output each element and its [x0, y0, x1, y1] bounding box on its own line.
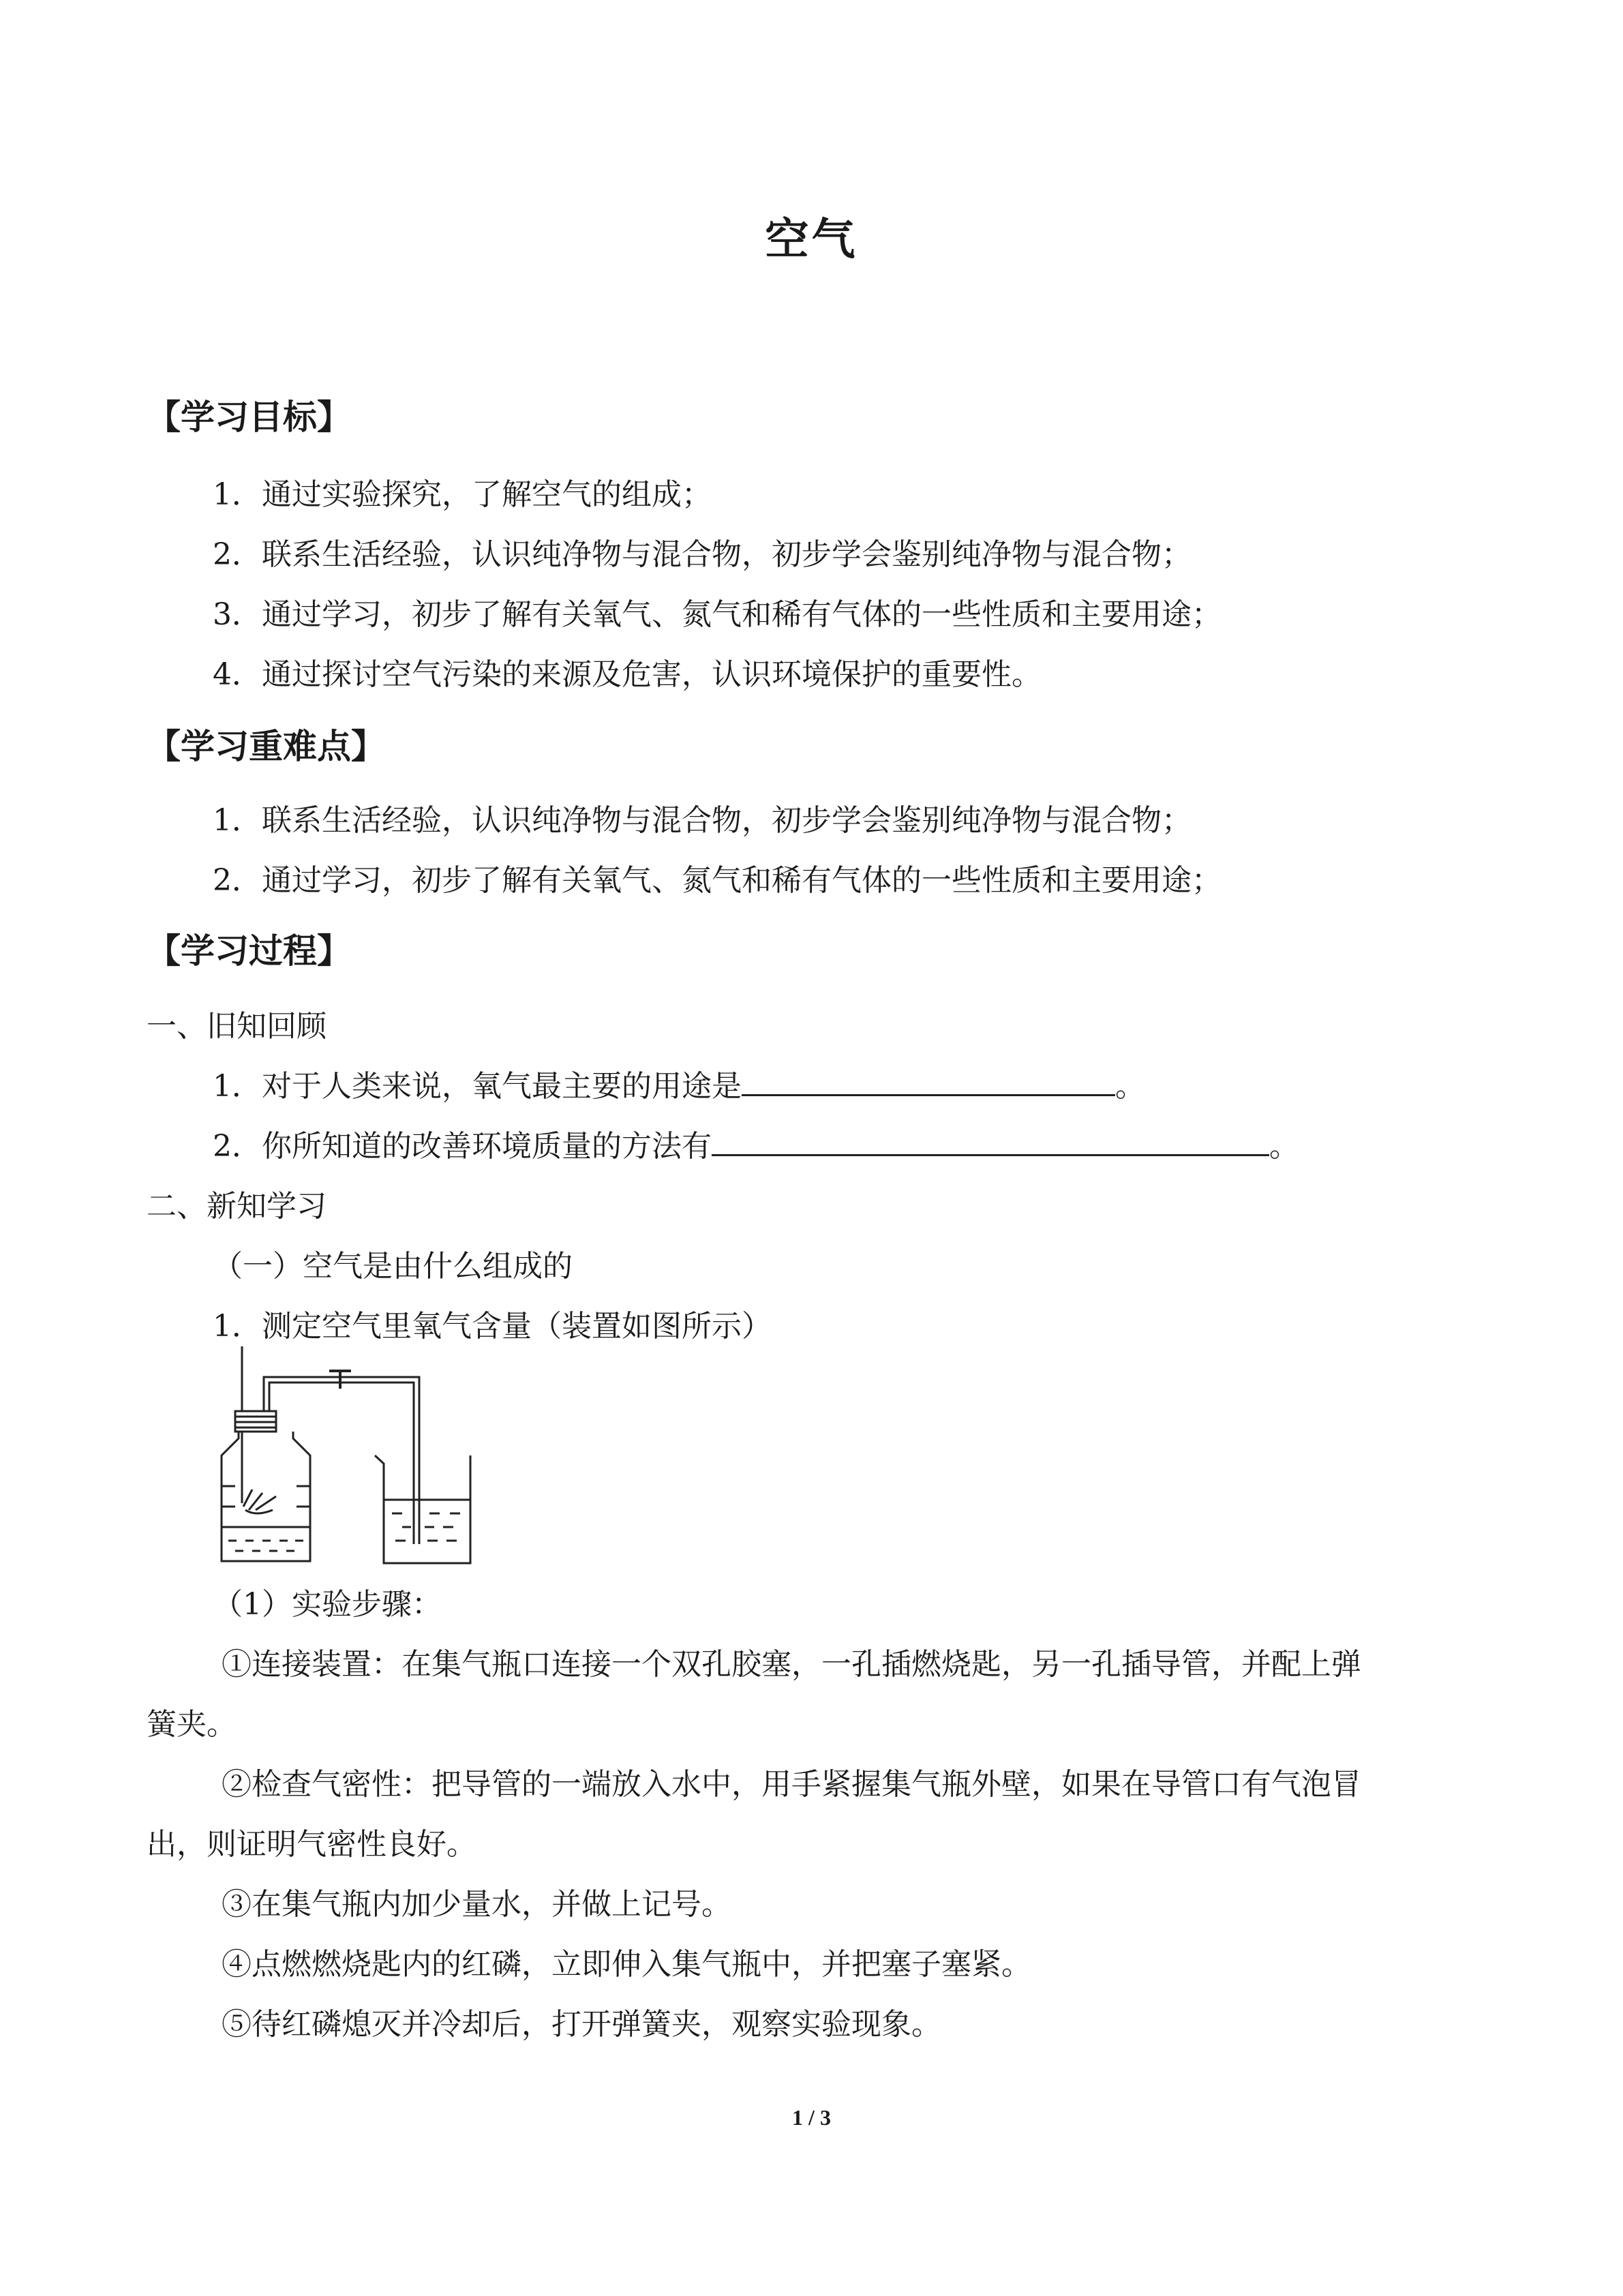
key-point-item: 1．联系生活经验，认识纯净物与混合物，初步学会鉴别纯净物与混合物； — [213, 803, 1192, 838]
review-question-1 — [213, 1069, 1145, 1105]
process-heading: 【学习过程】 — [147, 931, 351, 971]
page-title: 空气 — [765, 215, 858, 265]
review-question-2 — [213, 1129, 1299, 1165]
subsection-title: （一）空气是由什么组成的 — [213, 1249, 573, 1284]
objective-item: 4．通过探讨空气污染的来源及危害，认识环境保护的重要性。 — [213, 657, 1042, 692]
delivery-tube — [264, 1377, 419, 1544]
page-number: 1 / 3 — [792, 2105, 831, 2130]
apparatus-diagram — [208, 1346, 481, 1568]
objective-item: 2．联系生活经验，认识纯净物与混合物，初步学会鉴别纯净物与混合物； — [213, 537, 1192, 572]
key-points-heading: 【学习重难点】 — [147, 727, 385, 766]
step-4: ④点燃燃烧匙内的红磷，立即伸入集气瓶中，并把塞子塞紧。 — [222, 1947, 1031, 1982]
burning-spoon — [243, 1490, 276, 1513]
beaker — [375, 1455, 470, 1563]
review-question-2-end: 。 — [1269, 1129, 1299, 1164]
key-point-item: 2．通过学习，初步了解有关氧气、氮气和稀有气体的一些性质和主要用途； — [213, 863, 1222, 898]
objective-item: 3．通过学习，初步了解有关氧气、氮气和稀有气体的一些性质和主要用途； — [213, 597, 1222, 632]
step-1-line-1: ①连接装置：在集气瓶口连接一个双孔胶塞，一孔插燃烧匙，另一孔插导管，并配上弹 — [222, 1647, 1361, 1682]
step-5: ⑤待红磷熄灭并冷却后，打开弹簧夹，观察实验现象。 — [222, 2007, 941, 2042]
review-question-2-text: 2．你所知道的改善环境质量的方法有 — [213, 1129, 712, 1164]
new-learning-title: 二、新知学习 — [147, 1189, 327, 1224]
review-title: 一、旧知回顾 — [147, 1009, 327, 1044]
review-question-1-end: 。 — [1115, 1069, 1145, 1104]
step-1-line-2: 簧夹。 — [147, 1707, 237, 1742]
step-3: ③在集气瓶内加少量水，并做上记号。 — [222, 1887, 731, 1922]
steps-title: （1）实验步骤： — [213, 1587, 442, 1622]
objective-item: 1．通过实验探究，了解空气的组成； — [213, 477, 712, 512]
step-2-line-1: ②检查气密性：把导管的一端放入水中，用手紧握集气瓶外壁，如果在导管口有气泡冒 — [222, 1767, 1361, 1802]
step-2-line-2: 出，则证明气密性良好。 — [147, 1827, 476, 1862]
answer-blank-2[interactable] — [712, 1153, 1269, 1156]
objectives-heading: 【学习目标】 — [147, 397, 351, 437]
experiment-item-title: 1．测定空气里氧气含量（装置如图所示） — [213, 1309, 772, 1344]
review-question-1-text: 1．对于人类来说，氧气最主要的用途是 — [213, 1069, 742, 1104]
answer-blank-1[interactable] — [742, 1093, 1115, 1096]
